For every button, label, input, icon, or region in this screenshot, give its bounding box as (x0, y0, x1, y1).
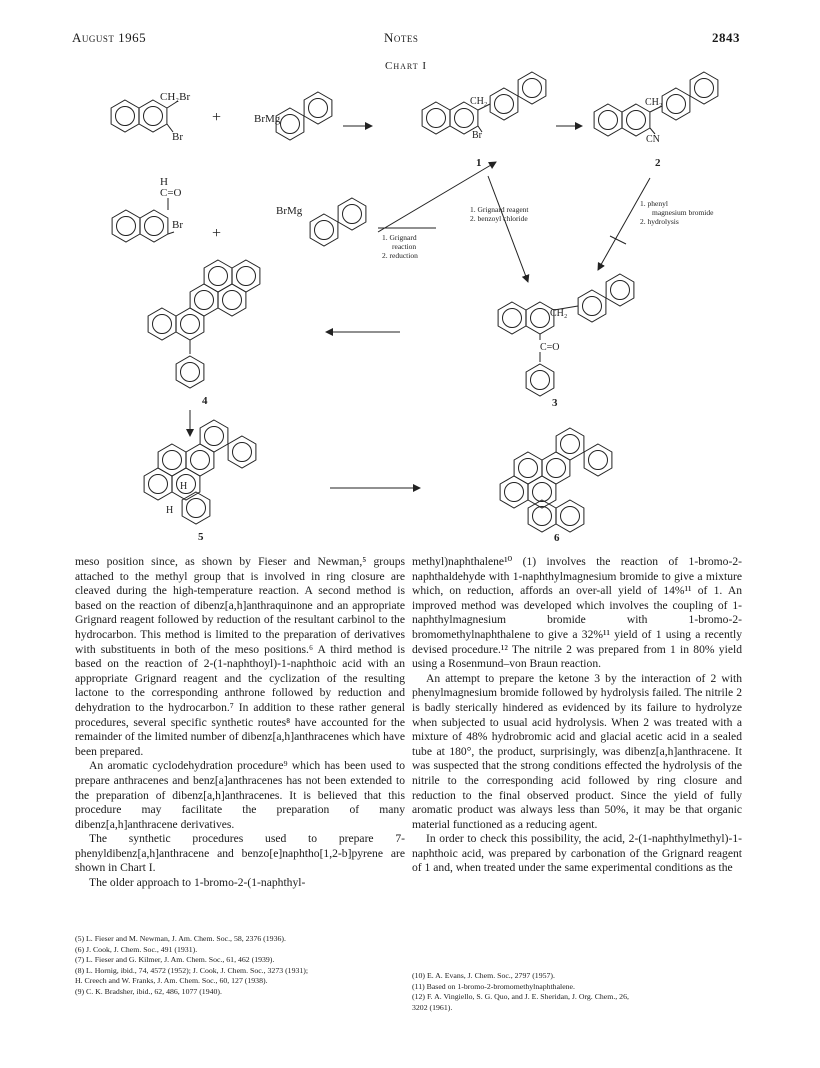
ch2-label: CH₂ (645, 97, 663, 108)
right-column-text (412, 555, 742, 876)
reaction-arrow (488, 176, 528, 282)
reagent-line: 1. Grignard (382, 233, 417, 242)
running-header-section: Notes (384, 30, 419, 45)
paragraph: In order to check this possibility, the acid, 2-(1-naphthylmethyl)-1-naphthoic acid, was prepared by carbonation of the Grignard reagent of 1 and, when treated under the same experimental conditions as the (412, 832, 742, 875)
footnote: (5) L. Fieser and M. Newman, J. Am. Chem. Soc., 58, 2376 (1936). (75, 934, 286, 943)
reagent-line: reaction (392, 242, 417, 251)
left-column-text (75, 555, 405, 891)
reagent-line: 2. hydrolysis (640, 217, 679, 226)
reagent-line: 2. reduction (382, 251, 418, 260)
paragraph: The older approach to 1-bromo-2-(1-naphthyl- (89, 876, 306, 890)
compound-6-structure (500, 428, 612, 532)
footnotes-right (412, 971, 747, 1013)
footnote: (11) Based on 1-bromo-2-bromomethylnaphthalene. (412, 981, 575, 991)
ch2-label: CH₂ (470, 96, 488, 107)
compound-5-structure (144, 420, 256, 524)
ch2br-label: CH₂Br (160, 91, 191, 103)
cn-label: CN (646, 134, 660, 145)
footnote: (10) E. A. Evans, J. Chem. Soc., 2797 (1957). (412, 971, 555, 980)
compound-number-2: 2 (655, 157, 661, 169)
paragraph: An attempt to prepare the ketone 3 by the interaction of 2 with phenylmagnesium bromide followed by hydrolysis failed. The nitrile 2 is badly sterically hindered as evidenced by its failure to hydrolyze when subjected to usual acid hydrolysis. When 2 was treated with a mixture of 48% hydrobromic acid and glacial acetic acid in a sealed tube at 180°, the product, surprisingly, was dibenz[a,h]anthracene. It was suspected that the strong conditions effected the hydrolysis of the nitrile to the corresponding acid followed by ring closure and reduction to the final observed product. Since the yield of fully aromatic product was always less than 50%, it may be that organic material functioned as a reducing agent. (412, 671, 742, 831)
ketone-label: C=O (540, 342, 560, 353)
reagent-line: magnesium bromide (652, 208, 714, 217)
reagent-line: 1. phenyl (640, 199, 668, 208)
paragraph: The synthetic procedures used to prepare 7-phenyldibenz[a,h]anthracene and benzo[e]naphtho[1,2-b]pyrene are shown in Chart I. (75, 832, 405, 875)
naphthylmagnesium-bromide-structure (310, 198, 366, 246)
paragraph: methyl)naphthalene¹⁰ (1) involves the reaction of 1-bromo-2-naphthaldehyde with 1-naphthylmagnesium bromide to give a mixture which, on reduction, affords an over-all yield of 14%¹¹ of 1. An improved method was developed which involves the coupling of 1-naphthylmagnesium bromide with 1-bromo-2-bromomethylnaphthalene to give a 32%¹¹ yield of 1 using a recently devised procedure.¹² The nitrile 2 was prepared from 1 in 80% yield using a Rosenmund–von Braun reaction. (412, 555, 742, 671)
compound-number-1: 1 (476, 157, 482, 169)
naphthylmagnesium-bromide-structure (276, 92, 332, 140)
reagent-line: 2. benzoyl chloride (470, 214, 528, 223)
brmg-label: BrMg (276, 205, 303, 217)
footnote: 3202 (1961). (412, 1002, 453, 1012)
compound-4-structure (148, 260, 260, 388)
bromomethyl-bromonaphthalene-structure (111, 100, 178, 132)
aldehyde-label: C=O (160, 187, 182, 199)
footnote: H. Creech and W. Franks, J. Am. Chem. Soc., 60, 127 (1938). (75, 976, 268, 986)
chart-title: Chart I (385, 60, 428, 72)
footnote: (8) L. Hornig, ibid., 74, 4572 (1952); J. Cook, J. Chem. Soc., 3273 (1931); (75, 965, 309, 975)
ch2-label: CH₂ (550, 308, 568, 319)
footnote: (7) L. Fieser and G. Kilmer, J. Am. Chem. Soc., 61, 462 (1939). (75, 955, 275, 965)
footnote: (6) J. Cook, J. Chem. Soc., 491 (1931). (75, 944, 198, 954)
h-label: H (180, 481, 188, 492)
h-label: H (166, 505, 174, 516)
br-label: Br (472, 130, 482, 141)
footnote: (9) C. K. Bradsher, ibid., 62, 486, 1077 (1940). (75, 986, 222, 996)
footnote: (12) F. A. Vingiello, S. G. Quo, and J. E. Sheridan, J. Org. Chem., 26, (412, 992, 629, 1002)
compound-number-3: 3 (552, 397, 558, 409)
br-label: Br (172, 219, 183, 231)
failed-mark (610, 236, 626, 244)
compound-number-5: 5 (198, 531, 204, 543)
paragraph: meso position since, as shown by Fieser and Newman,⁵ groups attached to the methyl group that is involved in ring closure are cleaved during the high-temperature reaction. A second method is based on the reaction of dibenz[a,h]anthraquinone and an appropriate Grignard reagent followed by reduction of the resultant carbinol to the hydrocarbon. This method is limited to the preparation of derivatives with substituents in both of the meso positions.⁶ A third method is based on the reaction of 2-(1-naphthoyl)-1-naphthoic acid with an appropriate Grignard reagent and the cyclization of the resulting lactone to the corresponding anthrone followed by reduction and dehydration to the hydrocarbon.⁷ In addition to these rather general procedures, several specific synthetic routes⁸ have accounted for the remainder of the limited number of dibenz[a,h]anthracenes which have been prepared. (75, 555, 405, 758)
plus-sign: + (212, 109, 222, 126)
brmg-label: BrMg (254, 113, 281, 125)
compound-3-structure (498, 274, 634, 396)
br-label: Br (172, 131, 183, 143)
reagent-line: 1. Grignard reagent (470, 205, 529, 214)
page-number: 2843 (712, 30, 740, 45)
bromonaphthaldehyde-structure (112, 198, 174, 242)
footnotes-left (75, 934, 410, 998)
compound-number-6: 6 (554, 532, 560, 544)
compound-number-4: 4 (202, 395, 208, 407)
h-label: H (160, 176, 168, 188)
running-header-journal-date: August 1965 (72, 30, 147, 45)
plus-sign: + (212, 225, 222, 242)
paragraph: An aromatic cyclodehydration procedure⁹ which has been used to prepare anthracenes and benz[a]anthracenes has not been extended to the preparation of dibenz[a,h]anthracenes. It is believed that this procedure may facilitate the preparation of many dibenz[a,h]anthracene derivatives. (75, 759, 405, 831)
